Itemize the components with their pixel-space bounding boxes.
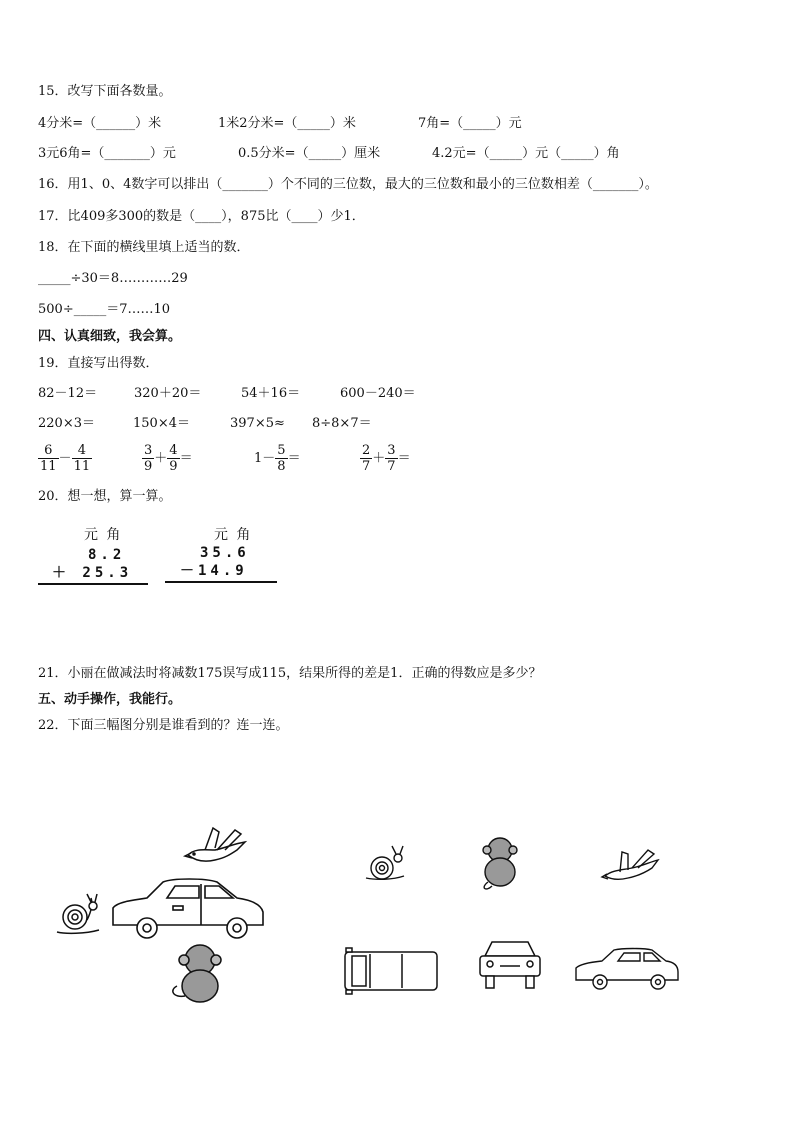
views-svg xyxy=(340,830,690,1005)
q20-title: 20．想一想，算一算。 xyxy=(38,489,172,504)
section-5-heading: 五、动手操作，我能行。 xyxy=(38,692,182,707)
monkey-icon xyxy=(173,945,221,1002)
q16-text: 16．用1、0、4数字可以排出（_______）个不同的三位数，最大的三位数和最小的三位数相差（_______）。 xyxy=(38,177,658,192)
q17-text: 17．比409多300的数是（____），875比（____）少1． xyxy=(38,209,365,224)
q20-right-header: 元 角 xyxy=(214,527,251,543)
q19-fraction-1: $\frac{6}{11}$ － $\frac{4}{11}$ xyxy=(40,443,91,474)
snail-icon xyxy=(57,894,99,933)
q19-expr-1: 82－12＝ xyxy=(38,386,98,401)
q19-expr-7: 397×5≈ xyxy=(230,416,285,431)
section-4-heading: 四、认真细致，我会算。 xyxy=(38,329,182,344)
q19-fraction-2: $\frac{3}{9}$ ＋ $\frac{4}{9}$ ＝ xyxy=(144,443,193,474)
q19-expr-4: 600－240＝ xyxy=(340,386,416,401)
q18-title: 18．在下面的横线里填上适当的数． xyxy=(38,240,250,255)
scene-svg xyxy=(55,820,295,1010)
bird-icon xyxy=(185,828,245,861)
q15-item-6: 4.2元=（_____）元（_____）角 xyxy=(432,146,620,161)
q19-fraction-3: 1－ $\frac{5}{8}$ ＝ xyxy=(254,443,301,474)
q15-item-1: 4分米=（______）米 xyxy=(38,116,162,131)
q19-expr-2: 320＋20＝ xyxy=(134,386,202,401)
q19-expr-5: 220×3＝ xyxy=(38,416,95,431)
q15-item-3: 7角=（_____）元 xyxy=(418,116,522,131)
q15-item-5: 0.5分米=（_____）厘米 xyxy=(238,146,381,161)
car-front-view-icon xyxy=(480,942,540,988)
car-side-view-icon xyxy=(576,949,678,990)
car-icon xyxy=(113,879,263,938)
q20-right-bottom: －14.9 xyxy=(180,563,248,579)
q20-left-header: 元 角 xyxy=(84,527,121,543)
q19-title: 19．直接写出得数． xyxy=(38,356,159,371)
q21-text: 21．小丽在做减法时将减数175误写成115，结果所得的差是1．正确的得数应是多少？ xyxy=(38,666,542,681)
q19-fraction-4: $\frac{2}{7}$ ＋ $\frac{3}{7}$ ＝ xyxy=(362,443,411,474)
q20-left-top: 8.2 xyxy=(88,547,126,563)
scene-illustration xyxy=(55,820,295,1010)
q20-left-bottom: ＋ 25.3 xyxy=(52,565,133,581)
q19-expr-6: 150×4＝ xyxy=(133,416,190,431)
q20-right-rule xyxy=(165,581,277,583)
q15-item-2: 1米2分米=（_____）米 xyxy=(218,116,356,131)
q18-line-1: _____÷30＝8…………29 xyxy=(38,271,188,286)
q15-title: 15．改写下面各数量。 xyxy=(38,84,172,99)
q18-line-2: 500÷_____＝7……10 xyxy=(38,302,171,317)
q20-right-top: 35.6 xyxy=(200,545,250,561)
q19-expr-3: 54＋16＝ xyxy=(241,386,301,401)
bird-view-icon xyxy=(602,850,658,879)
q15-item-4: 3元6角=（_______）元 xyxy=(38,146,176,161)
snail-view-icon xyxy=(366,846,404,879)
views-illustration xyxy=(340,830,690,1005)
monkey-view-icon xyxy=(483,838,517,889)
q20-left-rule xyxy=(38,583,148,585)
car-top-view-icon xyxy=(345,948,437,994)
q22-text: 22．下面三幅图分别是谁看到的？连一连。 xyxy=(38,718,289,733)
q19-expr-8: 8÷8×7＝ xyxy=(312,416,372,431)
